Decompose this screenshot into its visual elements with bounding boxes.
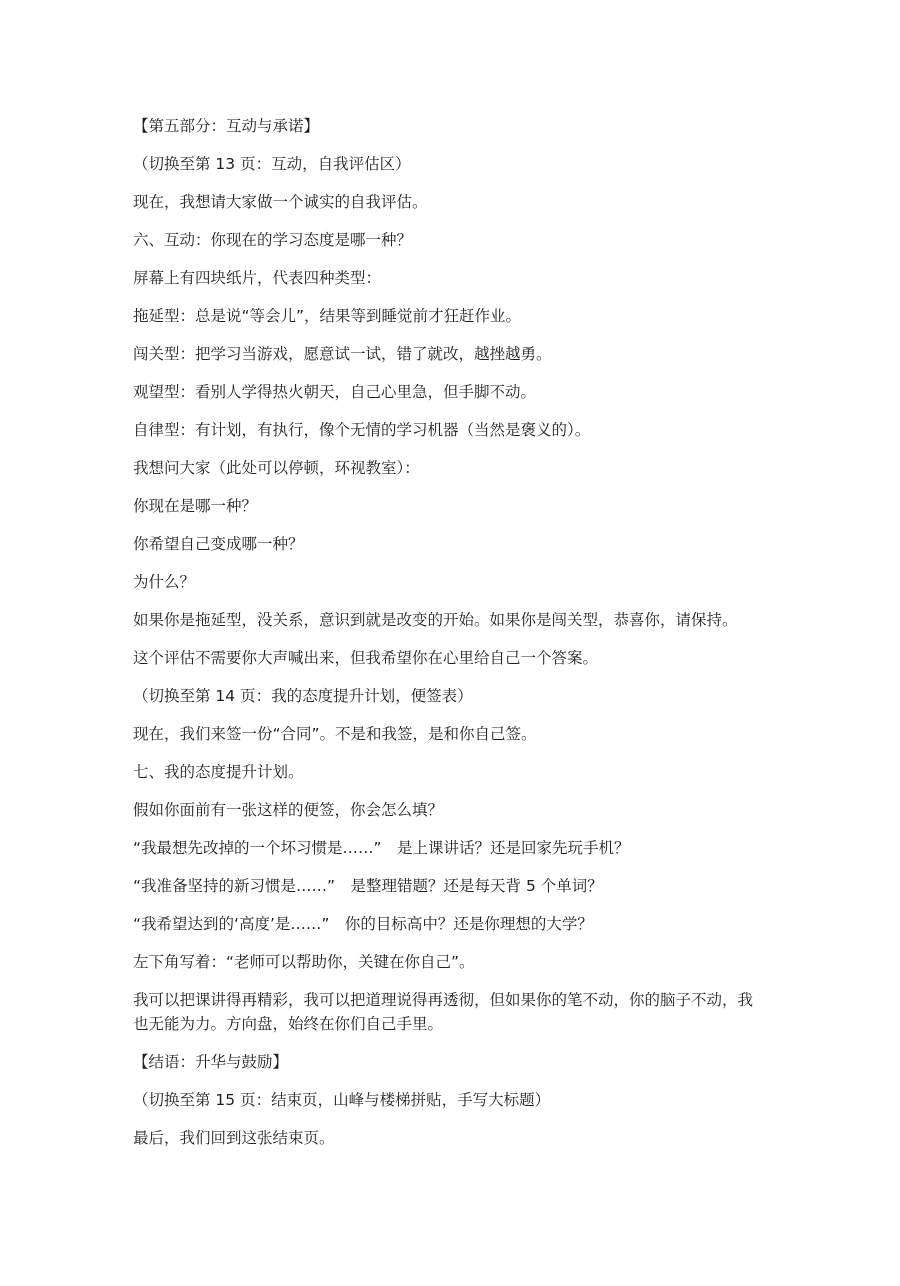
- paragraph: “我希望达到的‘高度’是……” 你的目标高中？还是你理想的大学？: [133, 915, 593, 933]
- paragraph: 自律型：有计划，有执行，像个无情的学习机器（当然是褒义的）。: [133, 421, 591, 439]
- paragraph: “我准备坚持的新习惯是……” 是整理错题？还是每天背 5 个单词？: [133, 877, 603, 895]
- paragraph: 左下角写着：“老师可以帮助你，关键在你自己”。: [133, 953, 475, 971]
- document-text-block: [133, 114, 767, 1164]
- paragraph: 如果你是拖延型，没关系，意识到就是改变的开始。如果你是闯关型，恭喜你，请保持。: [133, 611, 738, 629]
- section-heading: 【第五部分：互动与承诺】: [133, 117, 320, 135]
- paragraph: 现在，我想请大家做一个诚实的自我评估。: [133, 193, 428, 211]
- stage-direction: （切换至第 13 页：互动，自我评估区）: [133, 155, 411, 173]
- paragraph: 我想问大家（此处可以停顿，环视教室）：: [133, 459, 420, 477]
- paragraph: 闯关型：把学习当游戏，愿意试一试，错了就改，越挫越勇。: [133, 345, 552, 363]
- paragraph: 六、互动：你现在的学习态度是哪一种？: [133, 231, 413, 249]
- section-heading: 【结语：升华与鼓励】: [133, 1053, 289, 1071]
- paragraph: 你希望自己变成哪一种？: [133, 535, 304, 553]
- stage-direction: （切换至第 14 页：我的态度提升计划，便签表）: [133, 687, 473, 705]
- paragraph: 现在，我们来签一份“合同”。不是和我签，是和你自己签。: [133, 725, 537, 743]
- paragraph: 观望型：看别人学得热火朝天，自己心里急，但手脚不动。: [133, 383, 537, 401]
- paragraph: 假如你面前有一张这样的便签，你会怎么填？: [133, 801, 444, 819]
- paragraph: 你现在是哪一种？: [133, 497, 258, 515]
- paragraph: “我最想先改掉的一个坏习惯是……” 是上课讲话？还是回家先玩手机？: [133, 839, 630, 857]
- paragraph: 最后，我们回到这张结束页。: [133, 1129, 335, 1147]
- paragraph: 拖延型：总是说“等会儿”，结果等到睡觉前才狂赶作业。: [133, 307, 522, 325]
- paragraph: 我可以把课讲得再精彩，我可以把道理说得再透彻，但如果你的笔不动，你的脑子不动，我也无能为力。方向盘，始终在你们自己手里。: [133, 991, 754, 1033]
- stage-direction: （切换至第 15 页：结束页，山峰与楼梯拼贴，手写大标题）: [133, 1091, 551, 1109]
- paragraph: 七、我的态度提升计划。: [133, 763, 304, 781]
- paragraph: 为什么？: [133, 573, 196, 591]
- paragraph: 这个评估不需要你大声喊出来，但我希望你在心里给自己一个答案。: [133, 649, 599, 667]
- paragraph: 屏幕上有四块纸片，代表四种类型：: [133, 269, 382, 287]
